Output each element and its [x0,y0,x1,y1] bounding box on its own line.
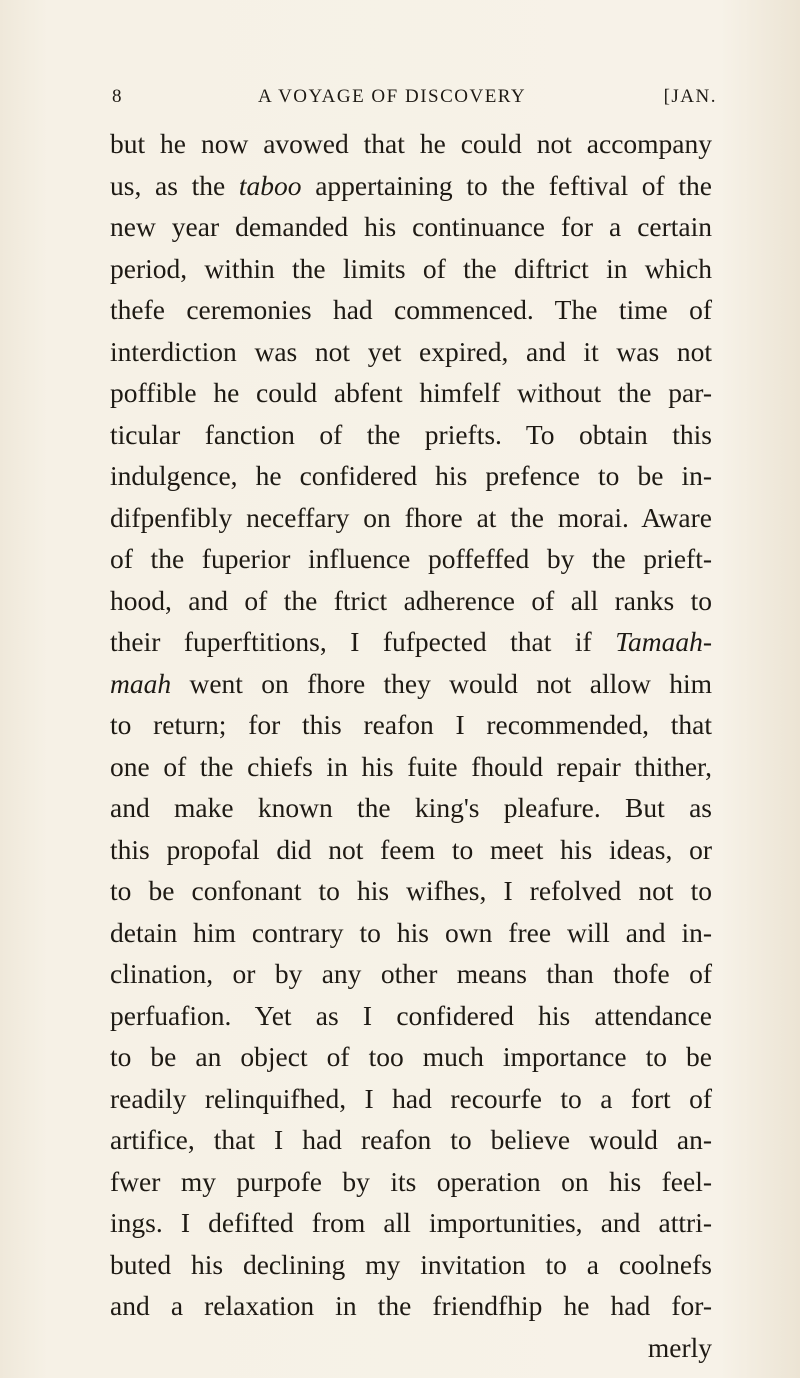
running-title: A VOYAGE OF DISCOVERY [258,86,527,107]
text-line: buted his declining my invitation to a coolnefs [110,1248,712,1280]
page-header [112,86,717,122]
text-line: interdiction was not yet expired, and it was not [110,335,712,367]
italic-term: taboo [238,169,302,201]
text-line: us, as the taboo appertaining to the feftival of the [110,169,712,201]
text-line: period, within the limits of the diftrict in which [110,252,712,284]
text-line: indulgence, he confidered his prefence to be in- [110,460,712,491]
text-line: perfuafion. Yet as I confidered his attendance [110,999,712,1031]
body-text [110,123,712,1368]
text-line: hood, and of the ftrict adherence of all ranks to [110,584,712,616]
page-number: 8 [112,86,123,107]
text-line: fwer my purpofe by its operation on his feel- [110,1165,712,1197]
text-line: but he now avowed that he could not accompany [110,128,712,159]
text-line: and a relaxation in the friendfhip he had for- [110,1290,712,1321]
text-line: to return; for this reafon I recommended, that [110,709,712,740]
italic-term: maah [110,667,172,699]
text-line: and make known the king's pleafure. But as [110,792,712,823]
text-line: difpenfibly neceffary on fhore at the morai. Aware [110,501,712,533]
text-line: of the fuperior influence poffeffed by the prieft- [110,543,712,574]
text-line: detain him contrary to his own free will and in- [110,916,712,948]
italic-term: Tamaah- [615,626,712,657]
text-line: clination, or by any other means than thofe of [110,958,712,989]
text-line: artifice, that I had reafon to believe would an- [110,1124,712,1155]
text-line: to be confonant to his wifhes, I refolved not to [110,875,712,906]
text-line: ticular fanction of the priefts. To obtain this [110,418,712,450]
text-line: readily relinquifhed, I had recourfe to a fort of [110,1082,712,1114]
text-line: their fuperftitions, I fufpected that if Tamaah- [110,626,712,657]
text-line: merly [647,1331,712,1363]
text-line: ings. I defifted from all importunities, and attri- [110,1207,712,1238]
text-line: thefe ceremonies had commenced. The time of [110,294,712,325]
text-line: this propofal did not feem to meet his ideas, or [110,833,712,865]
text-line: one of the chiefs in his fuite fhould repair thither, [110,750,712,782]
text-line: to be an object of too much importance to be [110,1041,712,1072]
text-line: poffible he could abfent himfelf without the par- [110,377,712,408]
month-marker: [JAN. [663,86,717,107]
text-line: new year demanded his continuance for a certain [110,211,712,242]
text-line: maah went on fhore they would not allow him [110,667,712,699]
